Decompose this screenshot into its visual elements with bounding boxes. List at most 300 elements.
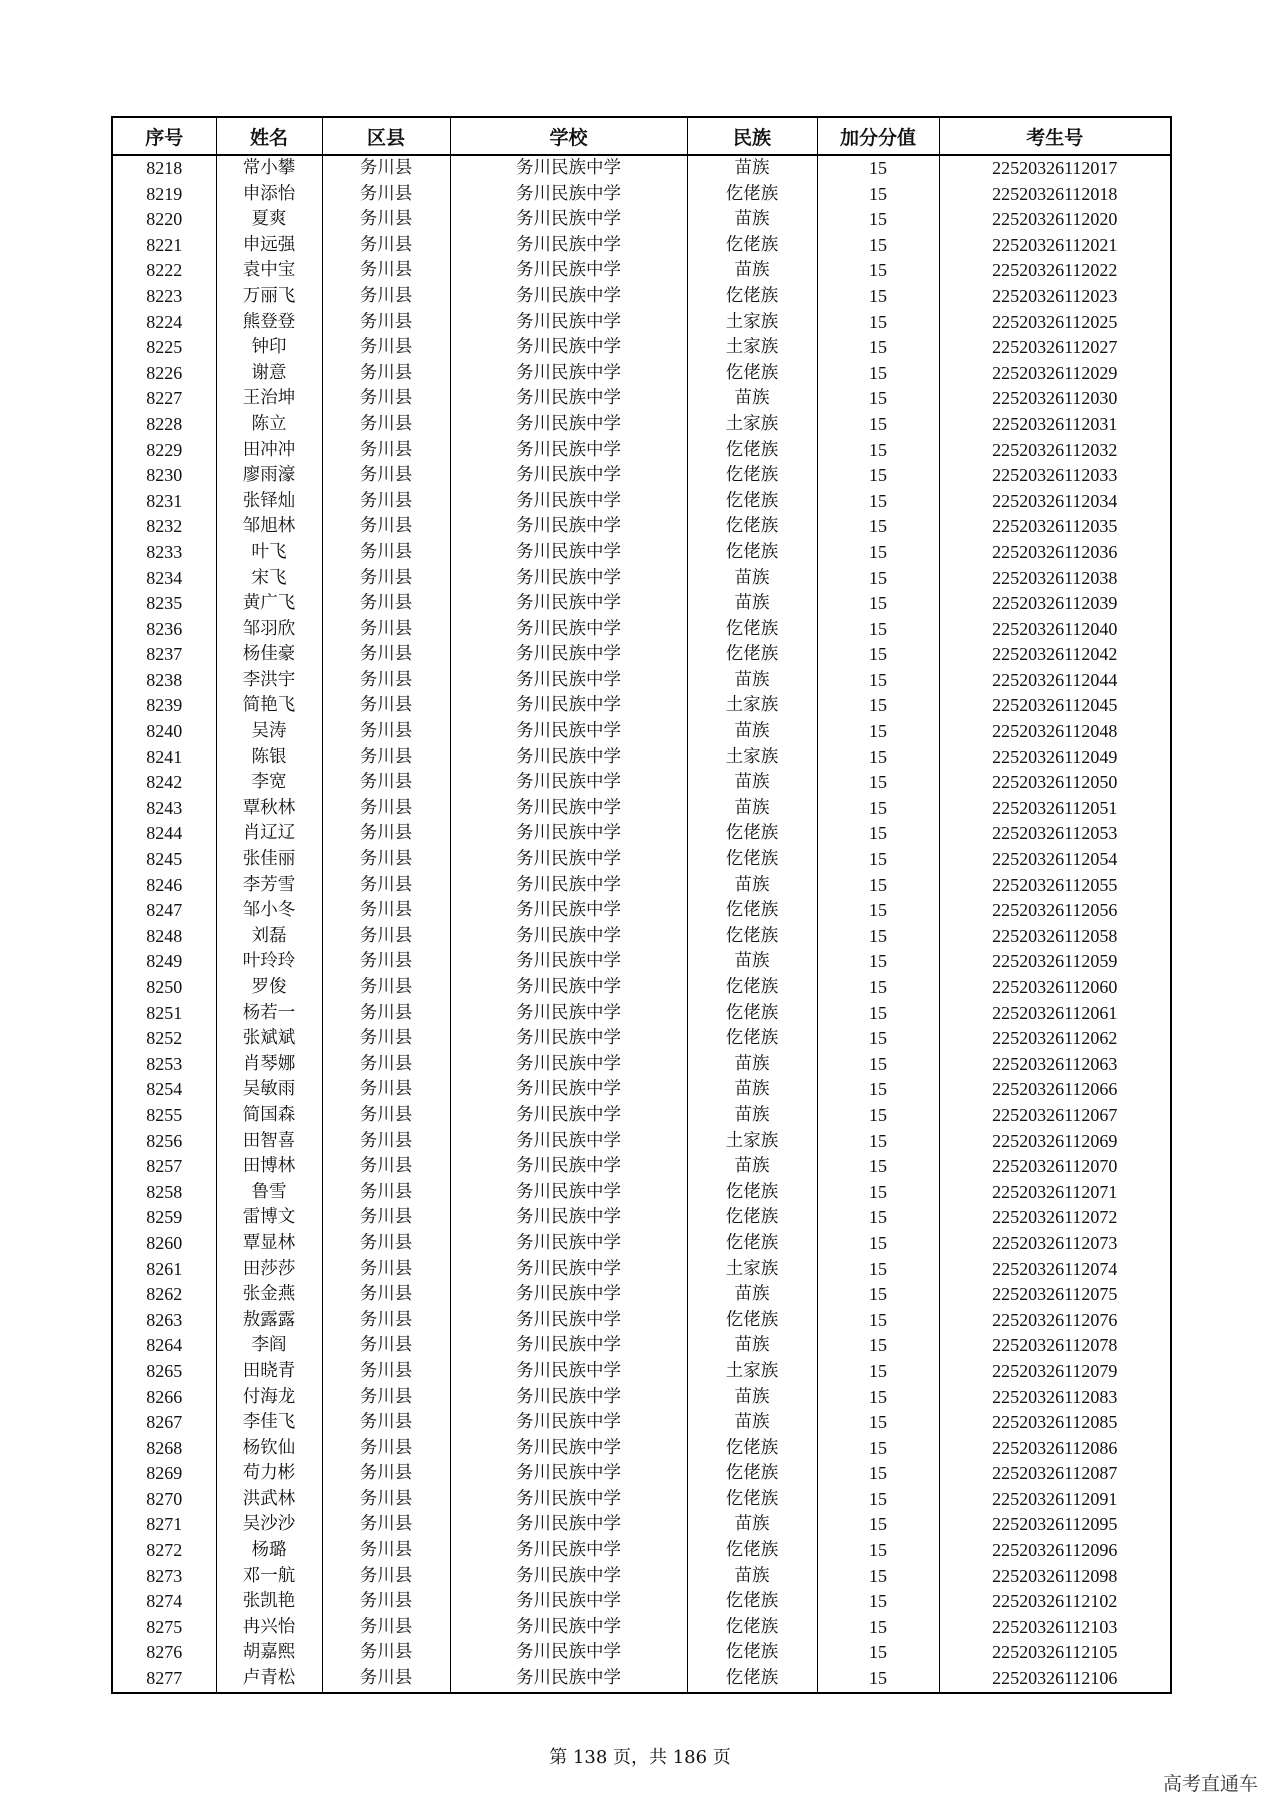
- cell-county: 务川县: [322, 1564, 450, 1590]
- cell-name: 苟力彬: [216, 1461, 322, 1487]
- cell-name: 肖辽辽: [216, 821, 322, 847]
- cell-exam-id: 22520326112032: [939, 438, 1171, 464]
- cell-seq: 8259: [112, 1205, 216, 1231]
- cell-name: 杨若一: [216, 1001, 322, 1027]
- cell-county: 务川县: [322, 1333, 450, 1359]
- cell-school: 务川民族中学: [450, 310, 687, 336]
- cell-seq: 8266: [112, 1385, 216, 1411]
- cell-name: 吴敏雨: [216, 1077, 322, 1103]
- cell-county: 务川县: [322, 489, 450, 515]
- cell-school: 务川民族中学: [450, 1666, 687, 1693]
- cell-exam-id: 22520326112039: [939, 591, 1171, 617]
- cell-bonus: 15: [817, 412, 939, 438]
- cell-seq: 8247: [112, 898, 216, 924]
- cell-bonus: 15: [817, 1205, 939, 1231]
- cell-exam-id: 22520326112103: [939, 1615, 1171, 1641]
- table-row: [112, 1461, 1171, 1487]
- cell-school: 务川民族中学: [450, 1257, 687, 1283]
- cell-bonus: 15: [817, 1512, 939, 1538]
- cell-school: 务川民族中学: [450, 847, 687, 873]
- cell-exam-id: 22520326112058: [939, 924, 1171, 950]
- table-row: [112, 591, 1171, 617]
- cell-bonus: 15: [817, 1257, 939, 1283]
- cell-county: 务川县: [322, 1308, 450, 1334]
- cell-exam-id: 22520326112087: [939, 1461, 1171, 1487]
- cell-school: 务川民族中学: [450, 1052, 687, 1078]
- table-row: [112, 1589, 1171, 1615]
- cell-county: 务川县: [322, 591, 450, 617]
- table-row: [112, 155, 1171, 182]
- cell-school: 务川民族中学: [450, 898, 687, 924]
- cell-school: 务川民族中学: [450, 284, 687, 310]
- header-ethnicity: 民族: [687, 117, 817, 155]
- table-row: [112, 796, 1171, 822]
- cell-name: 鲁雪: [216, 1180, 322, 1206]
- cell-school: 务川民族中学: [450, 1205, 687, 1231]
- cell-bonus: 15: [817, 1487, 939, 1513]
- cell-name: 王治坤: [216, 386, 322, 412]
- cell-bonus: 15: [817, 463, 939, 489]
- cell-school: 务川民族中学: [450, 693, 687, 719]
- cell-school: 务川民族中学: [450, 463, 687, 489]
- cell-school: 务川民族中学: [450, 719, 687, 745]
- cell-exam-id: 22520326112042: [939, 642, 1171, 668]
- cell-name: 李阎: [216, 1333, 322, 1359]
- cell-ethnicity: 仡佬族: [687, 642, 817, 668]
- table-row: [112, 924, 1171, 950]
- cell-seq: 8261: [112, 1257, 216, 1283]
- cell-exam-id: 22520326112105: [939, 1640, 1171, 1666]
- cell-ethnicity: 仡佬族: [687, 1666, 817, 1693]
- cell-school: 务川民族中学: [450, 1001, 687, 1027]
- cell-name: 叶飞: [216, 540, 322, 566]
- cell-exam-id: 22520326112022: [939, 258, 1171, 284]
- table-row: [112, 1564, 1171, 1590]
- cell-ethnicity: 仡佬族: [687, 233, 817, 259]
- cell-name: 常小攀: [216, 155, 322, 182]
- table-row: [112, 514, 1171, 540]
- cell-name: 黄广飞: [216, 591, 322, 617]
- cell-exam-id: 22520326112096: [939, 1538, 1171, 1564]
- cell-name: 罗俊: [216, 975, 322, 1001]
- table-row: [112, 1640, 1171, 1666]
- table-body: [112, 155, 1171, 1693]
- page-number: 第 138 页，共 186 页: [549, 1747, 731, 1768]
- cell-school: 务川民族中学: [450, 949, 687, 975]
- table-row: [112, 540, 1171, 566]
- cell-exam-id: 22520326112074: [939, 1257, 1171, 1283]
- cell-county: 务川县: [322, 412, 450, 438]
- cell-county: 务川县: [322, 1077, 450, 1103]
- cell-county: 务川县: [322, 1538, 450, 1564]
- cell-county: 务川县: [322, 1512, 450, 1538]
- cell-exam-id: 22520326112078: [939, 1333, 1171, 1359]
- cell-seq: 8258: [112, 1180, 216, 1206]
- cell-seq: 8230: [112, 463, 216, 489]
- cell-ethnicity: 苗族: [687, 719, 817, 745]
- cell-bonus: 15: [817, 233, 939, 259]
- table-row: [112, 1487, 1171, 1513]
- cell-ethnicity: 土家族: [687, 335, 817, 361]
- cell-school: 务川民族中学: [450, 1640, 687, 1666]
- cell-ethnicity: 仡佬族: [687, 489, 817, 515]
- cell-seq: 8224: [112, 310, 216, 336]
- cell-ethnicity: 仡佬族: [687, 361, 817, 387]
- cell-bonus: 15: [817, 284, 939, 310]
- cell-county: 务川县: [322, 463, 450, 489]
- cell-seq: 8244: [112, 821, 216, 847]
- cell-seq: 8243: [112, 796, 216, 822]
- cell-name: 邹旭林: [216, 514, 322, 540]
- cell-bonus: 15: [817, 540, 939, 566]
- cell-school: 务川民族中学: [450, 1103, 687, 1129]
- cell-seq: 8240: [112, 719, 216, 745]
- cell-seq: 8255: [112, 1103, 216, 1129]
- cell-seq: 8220: [112, 207, 216, 233]
- cell-exam-id: 22520326112049: [939, 745, 1171, 771]
- cell-county: 务川县: [322, 1666, 450, 1693]
- cell-seq: 8277: [112, 1666, 216, 1693]
- cell-ethnicity: 土家族: [687, 1359, 817, 1385]
- cell-school: 务川民族中学: [450, 1180, 687, 1206]
- cell-name: 邹小冬: [216, 898, 322, 924]
- cell-ethnicity: 苗族: [687, 207, 817, 233]
- cell-county: 务川县: [322, 796, 450, 822]
- cell-ethnicity: 仡佬族: [687, 1231, 817, 1257]
- cell-exam-id: 22520326112076: [939, 1308, 1171, 1334]
- cell-exam-id: 22520326112075: [939, 1282, 1171, 1308]
- table-row: [112, 1205, 1171, 1231]
- cell-school: 务川民族中学: [450, 1333, 687, 1359]
- cell-bonus: 15: [817, 1103, 939, 1129]
- cell-seq: 8275: [112, 1615, 216, 1641]
- cell-name: 申添怡: [216, 182, 322, 208]
- cell-county: 务川县: [322, 693, 450, 719]
- cell-exam-id: 22520326112086: [939, 1436, 1171, 1462]
- bonus-score-table: [111, 116, 1172, 1694]
- cell-county: 务川县: [322, 155, 450, 182]
- cell-county: 务川县: [322, 233, 450, 259]
- cell-exam-id: 22520326112044: [939, 668, 1171, 694]
- cell-seq: 8222: [112, 258, 216, 284]
- cell-bonus: 15: [817, 1385, 939, 1411]
- table-row: [112, 719, 1171, 745]
- cell-seq: 8271: [112, 1512, 216, 1538]
- header-exam-id: 考生号: [939, 117, 1171, 155]
- cell-exam-id: 22520326112029: [939, 361, 1171, 387]
- cell-seq: 8250: [112, 975, 216, 1001]
- cell-ethnicity: 仡佬族: [687, 463, 817, 489]
- cell-name: 李宽: [216, 770, 322, 796]
- table-row: [112, 258, 1171, 284]
- cell-bonus: 15: [817, 1282, 939, 1308]
- cell-ethnicity: 仡佬族: [687, 617, 817, 643]
- cell-exam-id: 22520326112025: [939, 310, 1171, 336]
- cell-ethnicity: 苗族: [687, 873, 817, 899]
- cell-ethnicity: 苗族: [687, 1385, 817, 1411]
- header-name: 姓名: [216, 117, 322, 155]
- cell-bonus: 15: [817, 1001, 939, 1027]
- cell-seq: 8251: [112, 1001, 216, 1027]
- cell-school: 务川民族中学: [450, 796, 687, 822]
- cell-exam-id: 22520326112021: [939, 233, 1171, 259]
- cell-exam-id: 22520326112061: [939, 1001, 1171, 1027]
- cell-ethnicity: 仡佬族: [687, 1589, 817, 1615]
- cell-county: 务川县: [322, 310, 450, 336]
- cell-county: 务川县: [322, 873, 450, 899]
- cell-school: 务川民族中学: [450, 361, 687, 387]
- cell-county: 务川县: [322, 898, 450, 924]
- cell-bonus: 15: [817, 514, 939, 540]
- cell-bonus: 15: [817, 719, 939, 745]
- cell-seq: 8265: [112, 1359, 216, 1385]
- cell-seq: 8264: [112, 1333, 216, 1359]
- cell-name: 陈立: [216, 412, 322, 438]
- cell-county: 务川县: [322, 1385, 450, 1411]
- cell-school: 务川民族中学: [450, 1564, 687, 1590]
- cell-school: 务川民族中学: [450, 1308, 687, 1334]
- cell-seq: 8219: [112, 182, 216, 208]
- cell-name: 刘磊: [216, 924, 322, 950]
- cell-county: 务川县: [322, 924, 450, 950]
- cell-bonus: 15: [817, 1436, 939, 1462]
- cell-seq: 8235: [112, 591, 216, 617]
- cell-exam-id: 22520326112040: [939, 617, 1171, 643]
- cell-school: 务川民族中学: [450, 591, 687, 617]
- cell-exam-id: 22520326112033: [939, 463, 1171, 489]
- cell-name: 袁中宝: [216, 258, 322, 284]
- cell-name: 吴沙沙: [216, 1512, 322, 1538]
- table-row: [112, 770, 1171, 796]
- cell-ethnicity: 土家族: [687, 1129, 817, 1155]
- cell-seq: 8245: [112, 847, 216, 873]
- cell-school: 务川民族中学: [450, 745, 687, 771]
- table-row: [112, 873, 1171, 899]
- cell-name: 简艳飞: [216, 693, 322, 719]
- cell-bonus: 15: [817, 642, 939, 668]
- cell-bonus: 15: [817, 207, 939, 233]
- cell-county: 务川县: [322, 1180, 450, 1206]
- cell-ethnicity: 仡佬族: [687, 1001, 817, 1027]
- cell-ethnicity: 仡佬族: [687, 1461, 817, 1487]
- cell-ethnicity: 苗族: [687, 949, 817, 975]
- cell-bonus: 15: [817, 1564, 939, 1590]
- cell-school: 务川民族中学: [450, 182, 687, 208]
- cell-school: 务川民族中学: [450, 233, 687, 259]
- cell-seq: 8273: [112, 1564, 216, 1590]
- table-row: [112, 386, 1171, 412]
- cell-county: 务川县: [322, 1436, 450, 1462]
- table-row: [112, 1026, 1171, 1052]
- cell-bonus: 15: [817, 949, 939, 975]
- table-row: [112, 745, 1171, 771]
- table-row: [112, 182, 1171, 208]
- cell-name: 万丽飞: [216, 284, 322, 310]
- table-row: [112, 1385, 1171, 1411]
- cell-seq: 8234: [112, 566, 216, 592]
- cell-bonus: 15: [817, 310, 939, 336]
- header-seq: 序号: [112, 117, 216, 155]
- cell-name: 洪武林: [216, 1487, 322, 1513]
- cell-seq: 8270: [112, 1487, 216, 1513]
- cell-exam-id: 22520326112071: [939, 1180, 1171, 1206]
- cell-school: 务川民族中学: [450, 258, 687, 284]
- table-row: [112, 847, 1171, 873]
- cell-ethnicity: 苗族: [687, 1564, 817, 1590]
- cell-bonus: 15: [817, 1180, 939, 1206]
- cell-exam-id: 22520326112027: [939, 335, 1171, 361]
- table-row: [112, 1257, 1171, 1283]
- cell-school: 务川民族中学: [450, 1231, 687, 1257]
- cell-ethnicity: 仡佬族: [687, 1538, 817, 1564]
- cell-county: 务川县: [322, 719, 450, 745]
- cell-school: 务川民族中学: [450, 642, 687, 668]
- cell-exam-id: 22520326112070: [939, 1154, 1171, 1180]
- cell-county: 务川县: [322, 821, 450, 847]
- cell-ethnicity: 苗族: [687, 668, 817, 694]
- cell-county: 务川县: [322, 1001, 450, 1027]
- table-row: [112, 1052, 1171, 1078]
- cell-county: 务川县: [322, 642, 450, 668]
- cell-exam-id: 22520326112106: [939, 1666, 1171, 1693]
- cell-seq: 8248: [112, 924, 216, 950]
- cell-county: 务川县: [322, 770, 450, 796]
- cell-school: 务川民族中学: [450, 975, 687, 1001]
- cell-school: 务川民族中学: [450, 1129, 687, 1155]
- cell-bonus: 15: [817, 489, 939, 515]
- cell-seq: 8218: [112, 155, 216, 182]
- cell-exam-id: 22520326112048: [939, 719, 1171, 745]
- cell-name: 陈银: [216, 745, 322, 771]
- cell-school: 务川民族中学: [450, 1487, 687, 1513]
- cell-seq: 8242: [112, 770, 216, 796]
- table-row: [112, 566, 1171, 592]
- cell-exam-id: 22520326112085: [939, 1410, 1171, 1436]
- cell-school: 务川民族中学: [450, 1026, 687, 1052]
- table-row: [112, 412, 1171, 438]
- cell-name: 田智喜: [216, 1129, 322, 1155]
- cell-name: 雷博文: [216, 1205, 322, 1231]
- cell-county: 务川县: [322, 335, 450, 361]
- score-table-container: [111, 116, 1170, 1694]
- cell-name: 张佳丽: [216, 847, 322, 873]
- cell-school: 务川民族中学: [450, 1077, 687, 1103]
- cell-name: 李芳雪: [216, 873, 322, 899]
- cell-county: 务川县: [322, 745, 450, 771]
- cell-bonus: 15: [817, 975, 939, 1001]
- cell-exam-id: 22520326112023: [939, 284, 1171, 310]
- cell-exam-id: 22520326112035: [939, 514, 1171, 540]
- cell-county: 务川县: [322, 1231, 450, 1257]
- cell-bonus: 15: [817, 1077, 939, 1103]
- cell-school: 务川民族中学: [450, 770, 687, 796]
- cell-school: 务川民族中学: [450, 566, 687, 592]
- cell-ethnicity: 土家族: [687, 1257, 817, 1283]
- cell-seq: 8226: [112, 361, 216, 387]
- cell-school: 务川民族中学: [450, 155, 687, 182]
- cell-exam-id: 22520326112073: [939, 1231, 1171, 1257]
- cell-ethnicity: 仡佬族: [687, 1205, 817, 1231]
- cell-bonus: 15: [817, 591, 939, 617]
- cell-school: 务川民族中学: [450, 1538, 687, 1564]
- cell-exam-id: 22520326112056: [939, 898, 1171, 924]
- cell-school: 务川民族中学: [450, 438, 687, 464]
- cell-ethnicity: 仡佬族: [687, 821, 817, 847]
- table-row: [112, 1231, 1171, 1257]
- cell-seq: 8229: [112, 438, 216, 464]
- cell-seq: 8276: [112, 1640, 216, 1666]
- cell-exam-id: 22520326112095: [939, 1512, 1171, 1538]
- cell-school: 务川民族中学: [450, 821, 687, 847]
- cell-school: 务川民族中学: [450, 514, 687, 540]
- cell-bonus: 15: [817, 873, 939, 899]
- cell-bonus: 15: [817, 335, 939, 361]
- cell-bonus: 15: [817, 898, 939, 924]
- cell-exam-id: 22520326112030: [939, 386, 1171, 412]
- cell-exam-id: 22520326112031: [939, 412, 1171, 438]
- table-row: [112, 1154, 1171, 1180]
- cell-bonus: 15: [817, 155, 939, 182]
- cell-name: 田博林: [216, 1154, 322, 1180]
- table-row: [112, 284, 1171, 310]
- cell-school: 务川民族中学: [450, 1436, 687, 1462]
- table-row: [112, 1103, 1171, 1129]
- cell-exam-id: 22520326112066: [939, 1077, 1171, 1103]
- cell-county: 务川县: [322, 1461, 450, 1487]
- cell-bonus: 15: [817, 693, 939, 719]
- cell-county: 务川县: [322, 949, 450, 975]
- table-row: [112, 617, 1171, 643]
- cell-seq: 8267: [112, 1410, 216, 1436]
- cell-bonus: 15: [817, 1026, 939, 1052]
- table-row: [112, 1615, 1171, 1641]
- cell-name: 吴涛: [216, 719, 322, 745]
- cell-exam-id: 22520326112062: [939, 1026, 1171, 1052]
- cell-ethnicity: 土家族: [687, 693, 817, 719]
- table-row: [112, 1001, 1171, 1027]
- header-bonus: 加分分值: [817, 117, 939, 155]
- cell-bonus: 15: [817, 1129, 939, 1155]
- table-row: [112, 975, 1171, 1001]
- cell-county: 务川县: [322, 1154, 450, 1180]
- cell-name: 冉兴怡: [216, 1615, 322, 1641]
- table-row: [112, 233, 1171, 259]
- cell-ethnicity: 苗族: [687, 1333, 817, 1359]
- cell-school: 务川民族中学: [450, 1359, 687, 1385]
- cell-name: 邹羽欣: [216, 617, 322, 643]
- cell-ethnicity: 仡佬族: [687, 1180, 817, 1206]
- cell-ethnicity: 苗族: [687, 386, 817, 412]
- cell-county: 务川县: [322, 1129, 450, 1155]
- header-county: 区县: [322, 117, 450, 155]
- table-row: [112, 489, 1171, 515]
- cell-exam-id: 22520326112051: [939, 796, 1171, 822]
- cell-county: 务川县: [322, 438, 450, 464]
- cell-name: 李佳飞: [216, 1410, 322, 1436]
- cell-name: 钟印: [216, 335, 322, 361]
- cell-seq: 8260: [112, 1231, 216, 1257]
- table-row: [112, 1129, 1171, 1155]
- cell-county: 务川县: [322, 617, 450, 643]
- cell-exam-id: 22520326112102: [939, 1589, 1171, 1615]
- cell-ethnicity: 仡佬族: [687, 1487, 817, 1513]
- cell-seq: 8236: [112, 617, 216, 643]
- cell-ethnicity: 苗族: [687, 1154, 817, 1180]
- cell-ethnicity: 苗族: [687, 566, 817, 592]
- cell-exam-id: 22520326112079: [939, 1359, 1171, 1385]
- cell-school: 务川民族中学: [450, 412, 687, 438]
- table-row: [112, 1077, 1171, 1103]
